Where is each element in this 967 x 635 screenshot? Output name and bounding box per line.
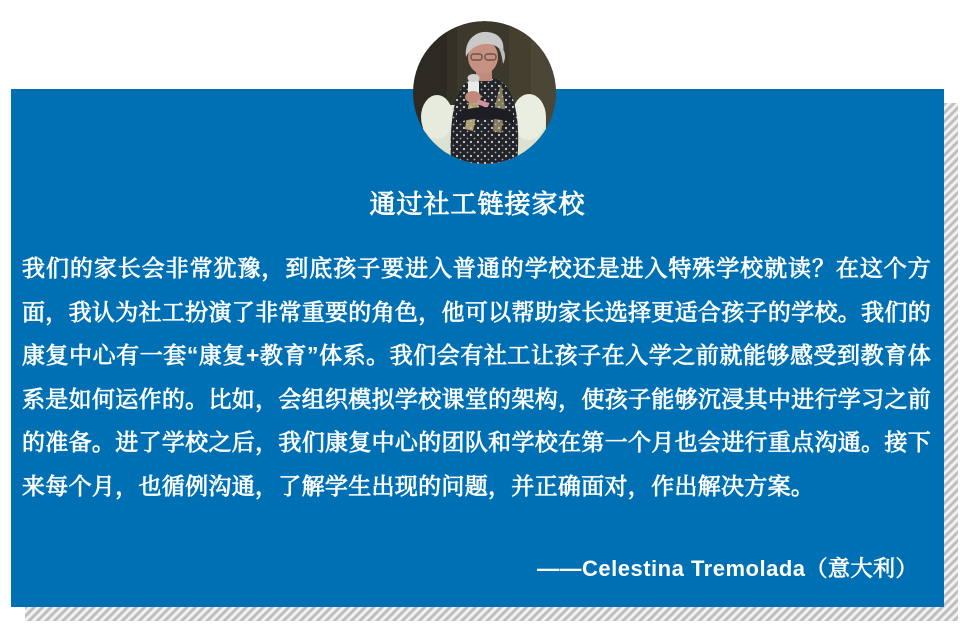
quote-attribution: ——Celestina Tremolada（意大利） <box>537 556 918 581</box>
quote-panel <box>11 89 944 607</box>
speaker-photo <box>413 21 556 164</box>
quote-body: 我们的家长会非常犹豫，到底孩子要进入普通的学校还是进入特殊学校就读？在这个方面，我认为社工扮演了非常重要的角色，他可以帮助家长选择更适合孩子的学校。我们的康复中心有一套“康复+教育”体系。我们会有社工让孩子在入学之前就能够感受到教育体系是如何运作的。比如，会组织模拟学校课堂的架构，使孩子能够沉浸其中进行学习之前的准备。进了学校之后，我们康复中心的团队和学校在第一个月也会进行重点沟通。接下来每个月，也循例沟通，了解学生出现的问题，并正确面对，作出解决方案。 <box>22 255 931 499</box>
speaker-photo-illustration <box>413 21 556 164</box>
quote-title: 通过社工链接家校 <box>369 189 586 219</box>
